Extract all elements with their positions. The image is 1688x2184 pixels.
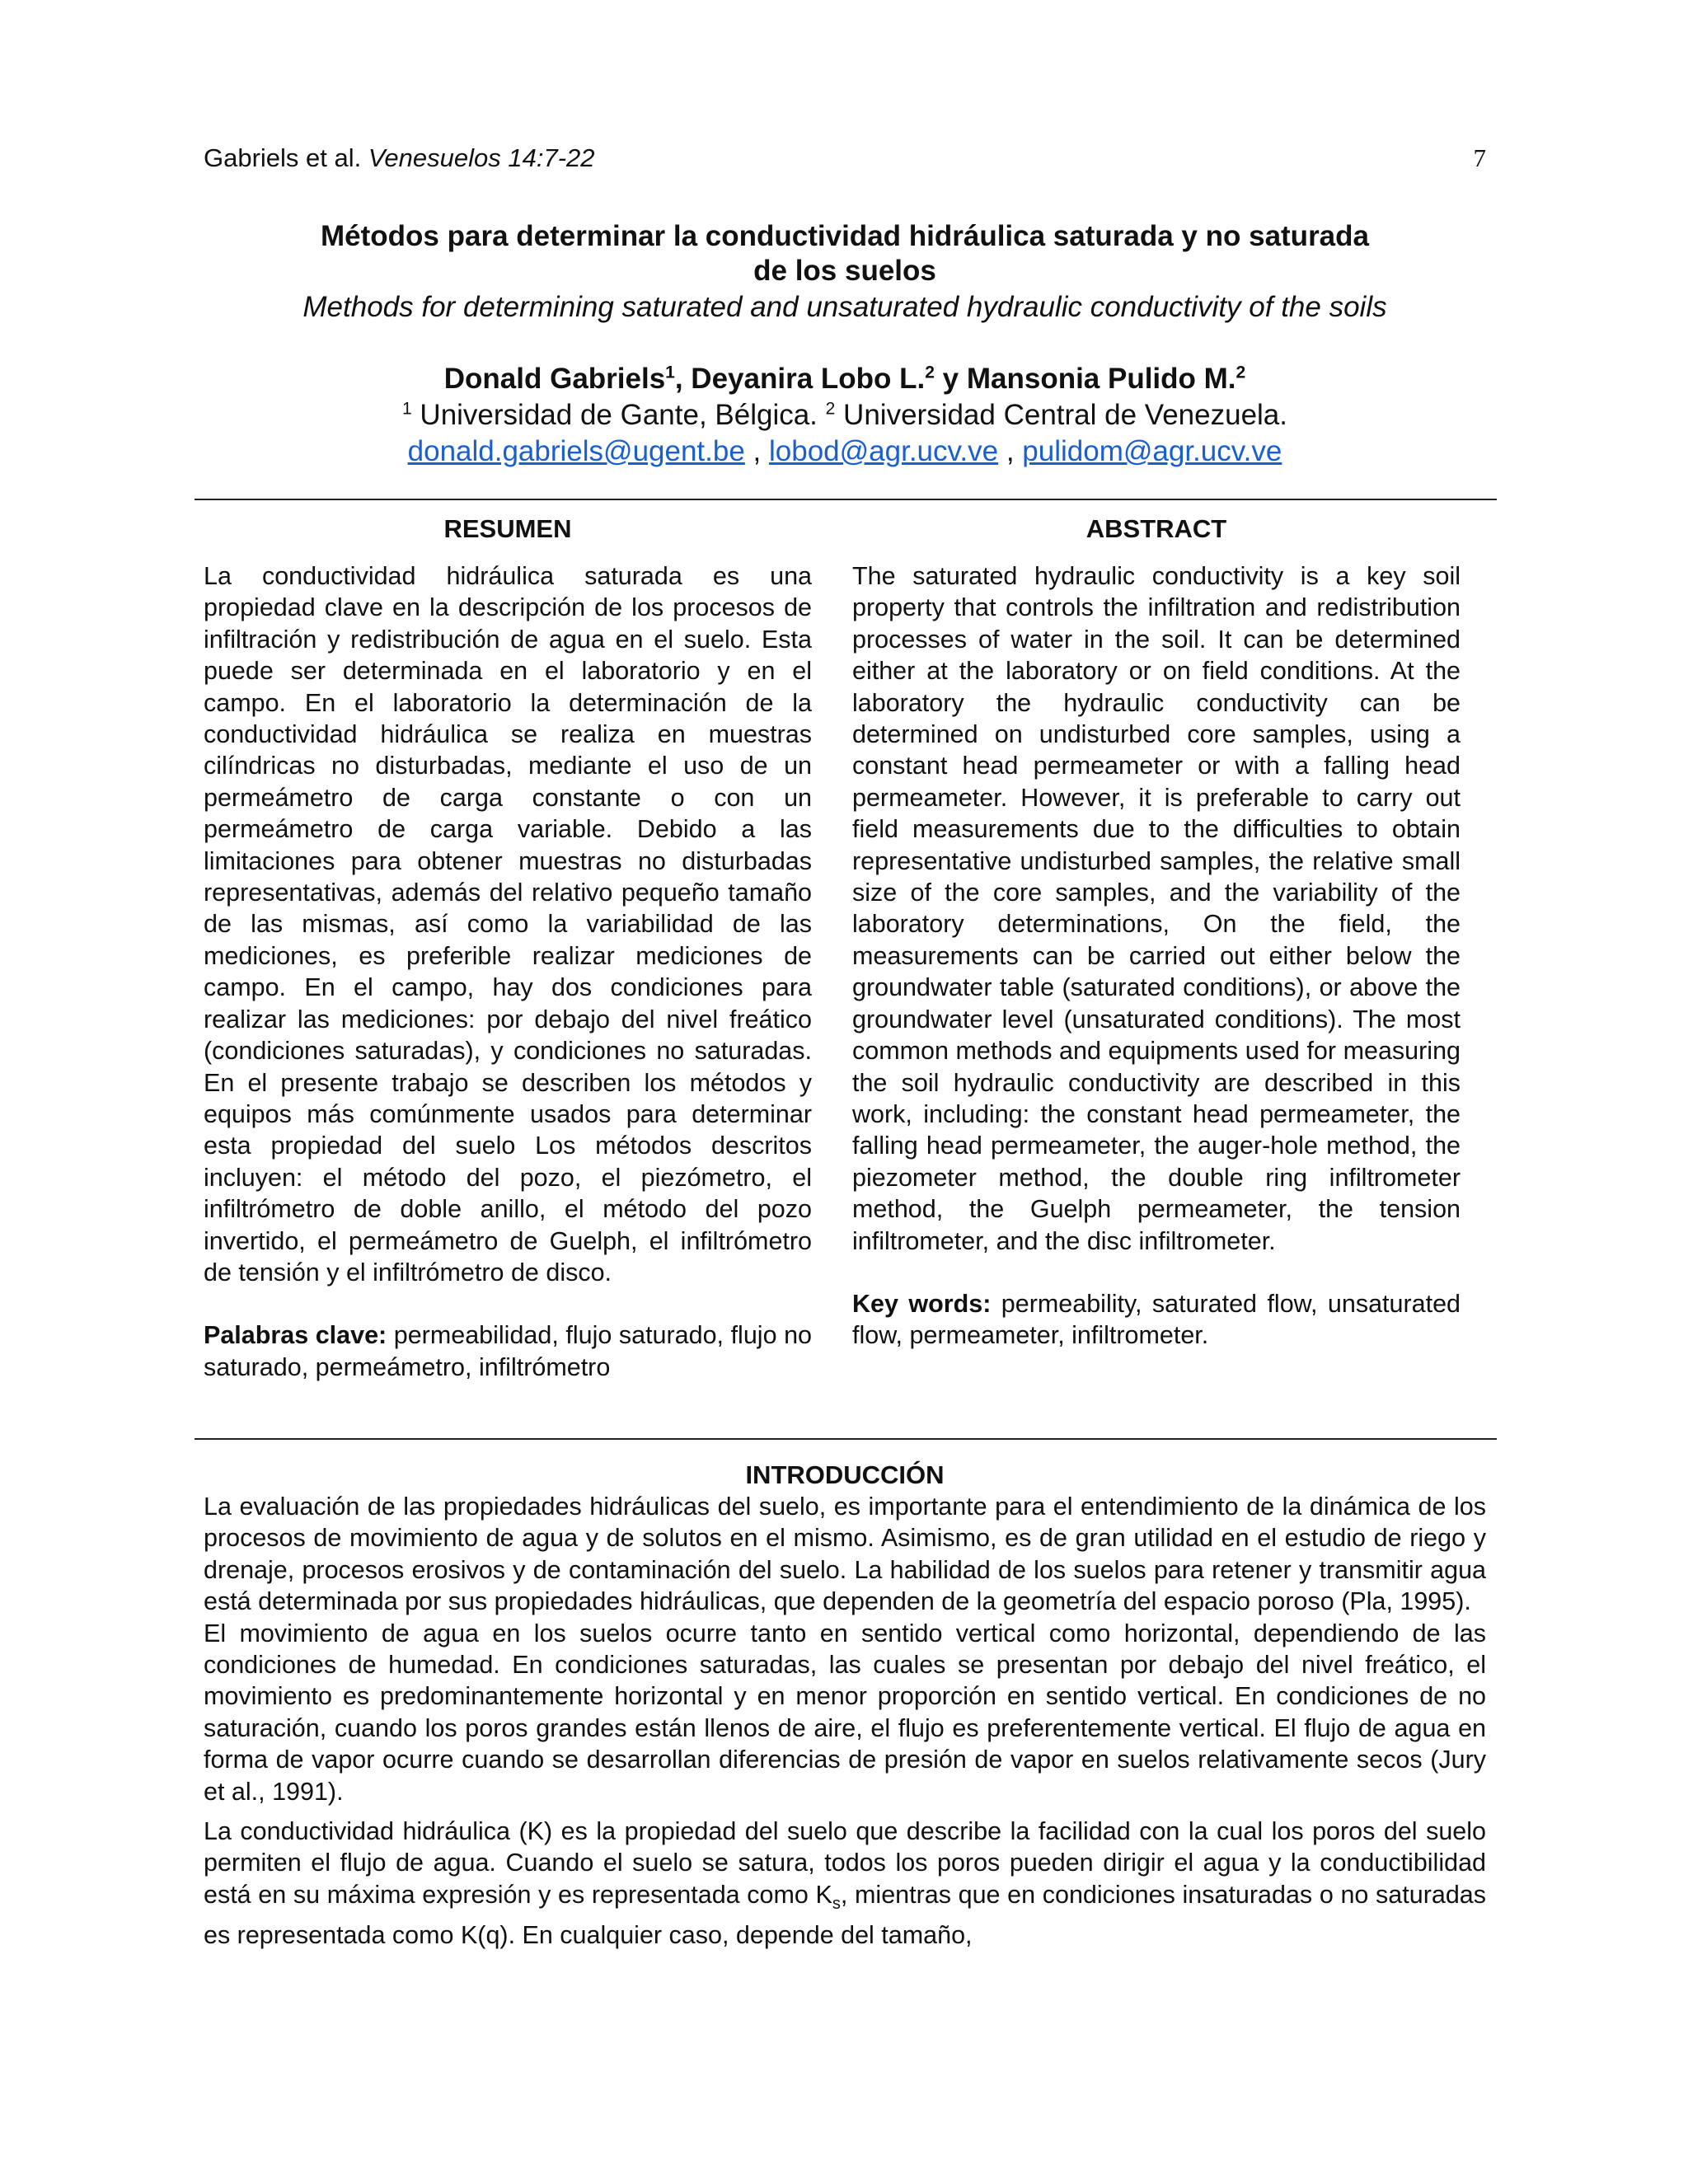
introduction-paragraph-1: La evaluación de las propiedades hidráulicas del suelo, es importante para el entendimiento de la dinámica de los procesos de movimiento de agua y de solutos en el mismo. Asimismo, es de gran utilidad en el estudio de riego y drenaje, procesos erosivos y de contaminación del suelo. La habilidad de los suelos para retener y transmitir agua está determinada por sus propiedades hidráulicas, que dependen de la geometría del espacio poroso (Pla, 1995). <box>204 1493 1486 1616</box>
resumen-body: La conductividad hidráulica saturada es una propiedad clave en la descripción de los procesos de infiltración y redistribución de agua en el suelo. Esta puede ser determinada en el laboratorio y en el campo. En el laboratorio la determinación de la conductividad hidráulica se realiza en muestras cilíndricas no disturbadas, mediante el uso de un permeámetro de carga constante o con un permeámetro de carga variable. Debido a las limitaciones para obtener muestras no disturbadas representativas, además del relativo pequeño tamaño de las mismas, así como la variabilidad de las mediciones, es preferible realizar mediciones de campo. En el campo, hay dos condiciones para realizar las mediciones: por debajo del nivel freático (condiciones saturadas), y condiciones no saturadas. En el presente trabajo se describen los métodos y equipos más comúnmente usados para determinar esta propiedad del suelo Los métodos descritos incluyen: el método del pozo, el piezómetro, el infiltrómetro de doble anillo, el método del pozo invertido, el permeámetro de Guelph, el infiltrómetro de tensión y el infiltrómetro de disco. <box>204 562 812 1286</box>
abstract-heading: ABSTRACT <box>1085 514 1227 543</box>
title-english: Methods for determining saturated and unsaturated hydraulic conductivity of the soils <box>302 291 1387 323</box>
email-link-1[interactable]: donald.gabriels@ugent.be <box>407 435 745 467</box>
email-separator-1: , <box>744 435 769 467</box>
email-link-2[interactable]: lobod@agr.ucv.ve <box>769 435 999 467</box>
resumen-column <box>204 513 812 1383</box>
abstract-body: The saturated hydraulic conductivity is a key soil property that controls the infiltration and redistribution processes of water in the soil. It can be determined either at the laboratory or on field conditions. At the laboratory the hydraulic conductivity can be determined on undisturbed core samples, using a constant head permeameter or with a falling head permeameter. However, it is preferable to carry out field measurements due to the difficulties to obtain representative undisturbed samples, the relative small size of the core samples, and the variability of the laboratory determinations, On the field, the measurements can be carried out either below the groundwater table (saturated conditions), or above the groundwater level (unsaturated conditions). The most common methods and equipments used for measuring the soil hydraulic conductivity are described in this work, including: the constant head permeameter, the falling head permeameter, the auger-hole method, the piezometer method, the double ring infiltrometer method, the Guelph permeameter, the tension infiltrometer, and the disc infiltrometer. <box>852 562 1461 1255</box>
introduction-section <box>204 1460 1486 1952</box>
top-divider <box>195 499 1497 500</box>
page-number: 7 <box>1473 143 1486 172</box>
running-head-authors: Gabriels et al. <box>204 143 362 172</box>
title-block <box>204 219 1486 325</box>
author-2-sup: 2 <box>925 363 935 382</box>
author-1: Donald Gabriels <box>443 363 666 395</box>
author-3-sup: 2 <box>1236 363 1246 382</box>
abstract-keywords-text: permeability, saturated flow, unsaturated flow, permeameter, infiltrometer. <box>852 1289 1461 1350</box>
affiliation-1: Universidad de Gante, Bélgica. <box>411 399 826 431</box>
title-spanish <box>284 219 1405 288</box>
ks-subscript: s <box>832 1894 841 1913</box>
bottom-divider <box>195 1438 1497 1440</box>
abstract-keywords <box>852 1288 1461 1352</box>
affiliations <box>204 397 1486 434</box>
running-head <box>204 142 1486 175</box>
abstract-keywords-label: Key words: <box>852 1289 992 1318</box>
introduction-paragraph-3-a: La conductividad hidráulica (K) es la propiedad del suelo que describe la facilidad con la cual los poros del suelo permiten el flujo de agua. Cuando el suelo se satura, todos los poros pueden dirigir el agua y la conductibilidad está en su máxima expresión y es representada como K <box>204 1817 1486 1909</box>
resumen-keywords <box>204 1319 812 1383</box>
resumen-keywords-text: permeabilidad, flujo saturado, flujo no saturado, permeámetro, infiltrómetro <box>204 1321 812 1381</box>
introduction-paragraph-3 <box>204 1816 1486 1952</box>
introduction-paragraph-2: El movimiento de agua en los suelos ocurre tanto en sentido vertical como horizontal, dependiendo de las condiciones de humedad. En condiciones saturadas, las cuales se presentan por debajo del nivel freático, el movimiento es predominantemente horizontal y en menor proporción en sentido vertical. En condiciones de no saturación, cuando los poros grandes están llenos de aire, el flujo es preferentemente vertical. El flujo de agua en forma de vapor ocurre cuando se desarrollan diferencias de presión de vapor en suelos relativamente secos (Jury et al., 1991). <box>204 1619 1486 1806</box>
abstract-column <box>852 513 1461 1352</box>
email-link-3[interactable]: pulidom@agr.ucv.ve <box>1022 435 1282 467</box>
author-1-sup: 1 <box>665 363 675 382</box>
title-spanish-line2: de los suelos <box>753 255 936 287</box>
author-list <box>204 361 1486 397</box>
affiliation-1-sup: 1 <box>402 399 412 419</box>
resumen-keywords-label: Palabras clave: <box>204 1321 387 1350</box>
author-3: y Mansonia Pulido M. <box>934 363 1236 395</box>
resumen-heading: RESUMEN <box>443 514 572 543</box>
affiliation-2-sup: 2 <box>825 399 836 419</box>
email-separator-2: , <box>998 435 1023 467</box>
author-2: , Deyanira Lobo L. <box>674 363 926 395</box>
title-spanish-line1: Métodos para determinar la conductividad hidráulica saturada y no saturada <box>321 220 1369 252</box>
introduction-heading: INTRODUCCIÓN <box>745 1460 945 1489</box>
email-list <box>204 434 1486 470</box>
affiliation-2: Universidad Central de Venezuela. <box>835 399 1287 431</box>
authors-block <box>204 361 1486 470</box>
introduction-paragraph-3-b: , mientras que en condiciones insaturadas o no saturadas es representada como K(q). En cualquier caso, depende del tamaño, <box>204 1880 1486 1950</box>
running-head-journal: Venesuelos 14:7-22 <box>368 143 595 172</box>
